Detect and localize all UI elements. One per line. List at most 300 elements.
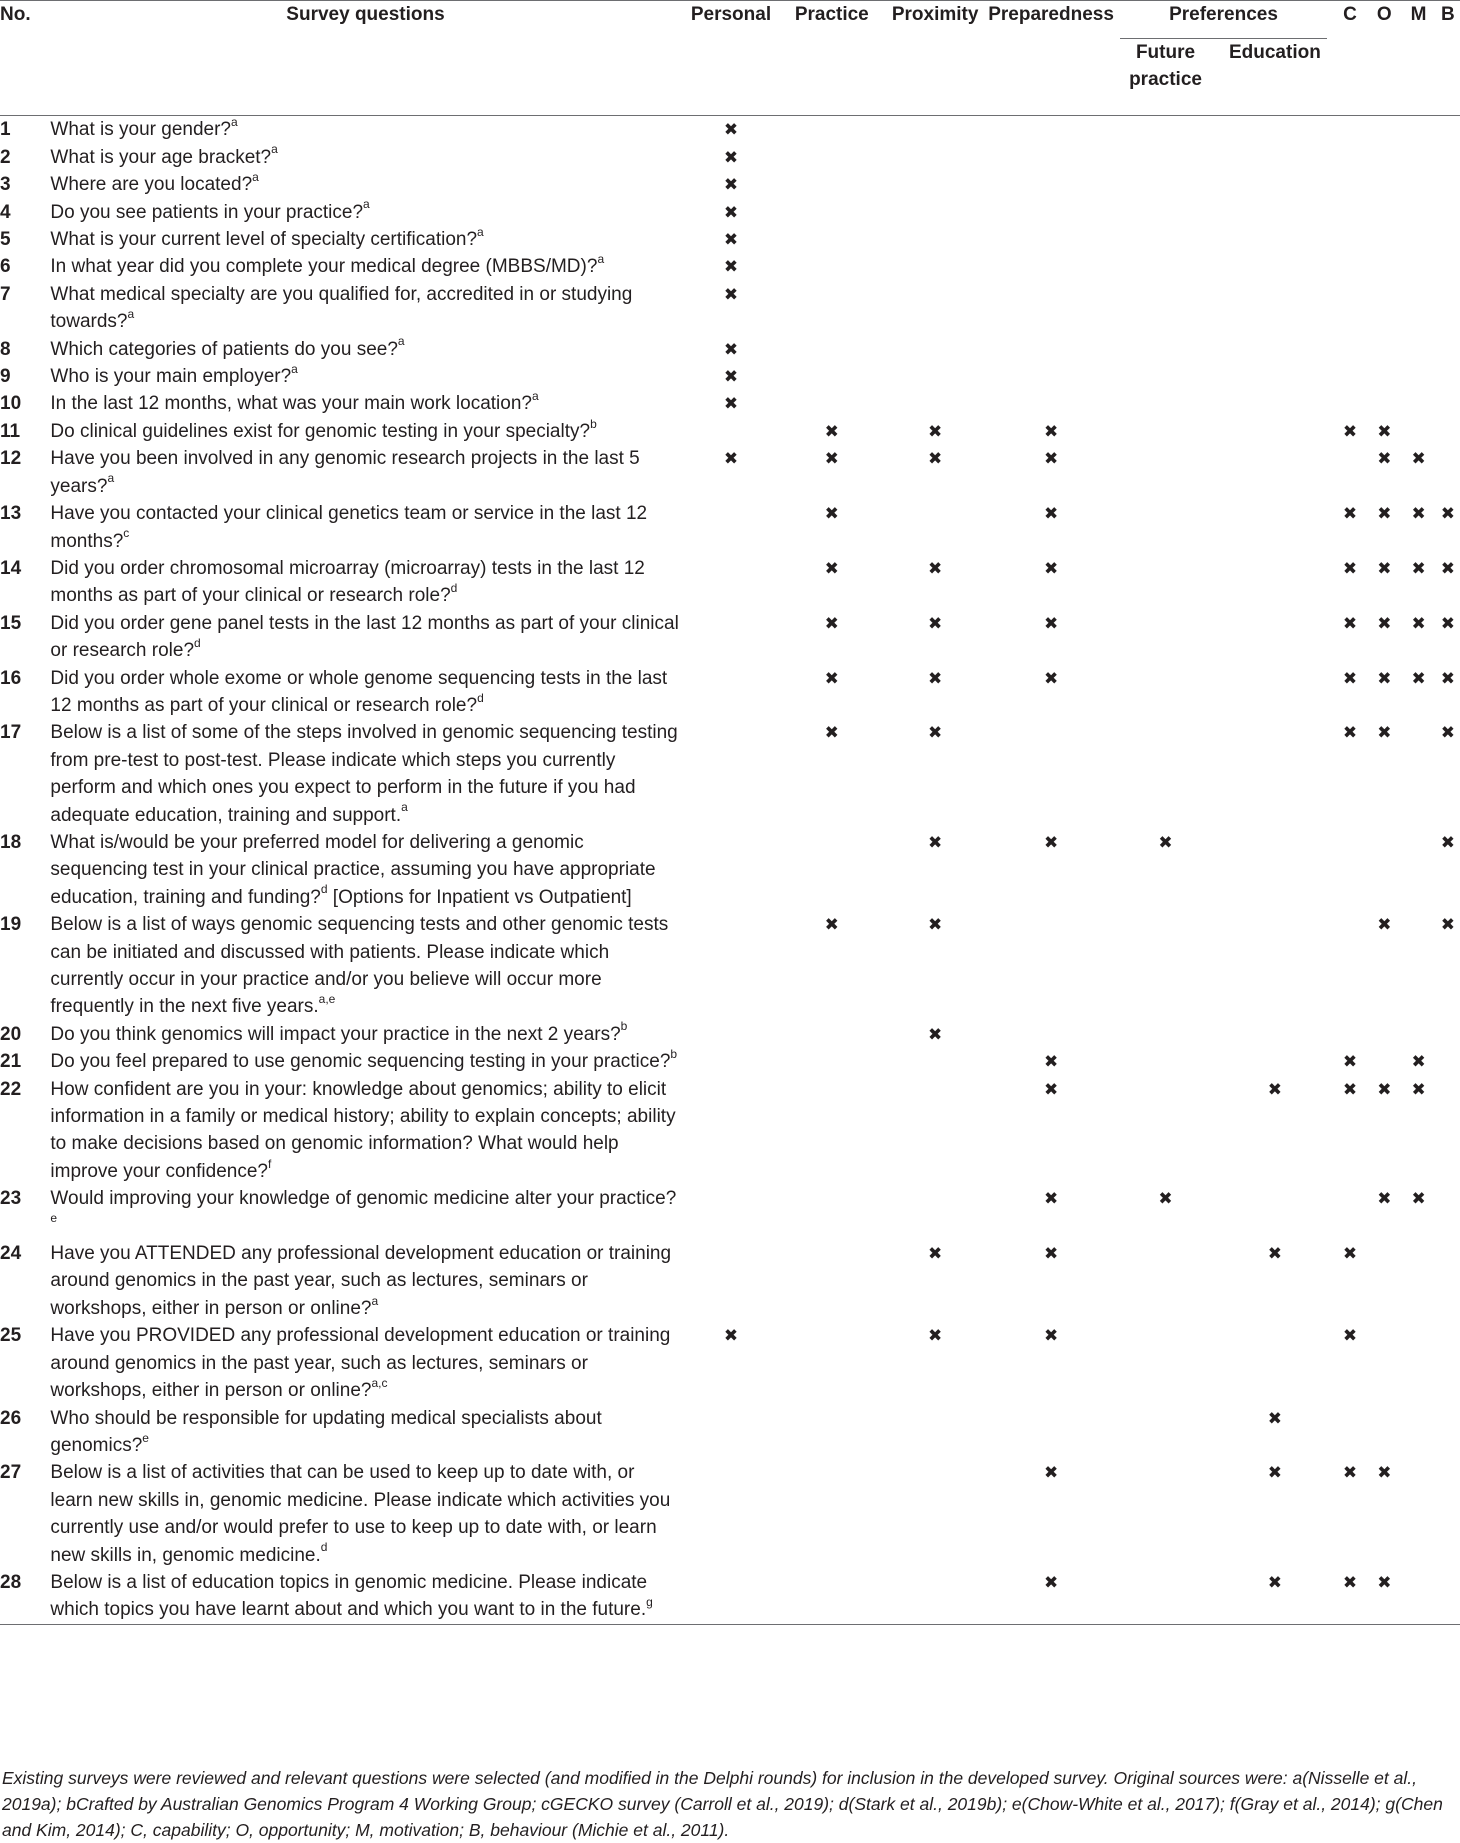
question-cell [50, 555, 680, 610]
table-row [0, 1021, 1460, 1048]
empty-cell [681, 610, 782, 665]
question-text: Which categories of patients do you see? [50, 338, 398, 360]
row-number: 2 [0, 146, 11, 168]
cross-mark-icon: ✖ [1342, 1052, 1358, 1072]
empty-cell [882, 199, 988, 226]
empty-cell [1401, 363, 1435, 390]
source-superscript: a,c [371, 1375, 388, 1390]
cross-mark-icon: ✖ [1342, 1079, 1358, 1099]
question-cell [50, 610, 680, 665]
empty-cell [781, 144, 882, 171]
empty-cell [1114, 1322, 1217, 1404]
empty-cell [1333, 911, 1367, 1021]
empty-cell [1401, 911, 1435, 1021]
empty-cell [1333, 253, 1367, 280]
empty-cell [1114, 171, 1217, 198]
empty-cell [1217, 500, 1333, 555]
source-superscript: a [252, 169, 259, 184]
question-cell [50, 1185, 680, 1240]
empty-cell [1217, 719, 1333, 829]
row-number: 11 [0, 420, 21, 442]
cross-mark-icon: ✖ [723, 1326, 739, 1346]
empty-cell [1401, 144, 1435, 171]
cross-mark-icon: ✖ [723, 284, 739, 304]
empty-cell [1436, 1459, 1460, 1569]
empty-cell [681, 1240, 782, 1322]
empty-cell [882, 336, 988, 363]
empty-cell [1217, 363, 1333, 390]
empty-cell [1217, 829, 1333, 911]
cross-mark-icon: ✖ [1377, 558, 1392, 578]
question-cell [50, 418, 680, 445]
empty-cell [1436, 1048, 1460, 1075]
source-superscript: a [397, 334, 405, 349]
question-text: Have you PROVIDED any professional development education or training around genomics in the past year, such as lectures, seminars or workshops, either in person or online? [50, 1325, 671, 1402]
empty-cell [1114, 1076, 1217, 1186]
empty-cell [1367, 171, 1401, 198]
empty-cell [1333, 363, 1367, 390]
question-text: Who is your main employer? [50, 366, 292, 388]
empty-cell [1436, 1240, 1460, 1322]
empty-cell [988, 336, 1114, 363]
table-row [0, 226, 1460, 253]
empty-cell [1436, 445, 1460, 500]
empty-cell [681, 418, 782, 445]
cross-mark-icon: ✖ [928, 1024, 943, 1044]
empty-cell [681, 719, 782, 829]
empty-cell [1401, 1569, 1435, 1624]
empty-cell [1217, 1048, 1333, 1075]
empty-cell [988, 719, 1114, 829]
source-superscript: a [363, 197, 370, 212]
cross-mark-icon: ✖ [928, 1326, 943, 1346]
cross-mark-icon: ✖ [1043, 1326, 1059, 1346]
cross-mark-icon: ✖ [928, 723, 943, 743]
cross-mark-icon: ✖ [1377, 1079, 1392, 1099]
empty-cell [988, 363, 1114, 390]
empty-cell [1401, 336, 1435, 363]
question-text: What is your current level of specialty certification? [50, 229, 478, 251]
empty-cell [781, 199, 882, 226]
row-number: 26 [0, 1407, 22, 1429]
source-superscript: g [646, 1595, 653, 1610]
empty-cell [781, 1048, 882, 1075]
empty-cell [1436, 171, 1460, 198]
empty-cell [1114, 363, 1217, 390]
question-text: What medical specialty are you qualified for, accredited in or studying towards? [50, 283, 633, 333]
empty-cell [1114, 610, 1217, 665]
question-text: Below is a list of some of the steps involved in genomic sequencing testing from pre-test to post-test. Please indicate which steps you currently perform and which ones you expect to perform in the future if you had adequate education, training and support. [50, 722, 678, 826]
empty-cell [781, 226, 882, 253]
empty-cell [1217, 336, 1333, 363]
empty-cell [1333, 1021, 1367, 1048]
cross-mark-icon: ✖ [1043, 832, 1059, 852]
question-text: In what year did you complete your medical degree (MBBS/MD)? [50, 256, 598, 278]
empty-cell [681, 1021, 782, 1048]
empty-cell [1367, 1405, 1401, 1460]
source-superscript: a [127, 306, 135, 321]
empty-cell [1114, 418, 1217, 445]
source-superscript: a [231, 115, 238, 130]
empty-cell [882, 253, 988, 280]
empty-cell [781, 116, 882, 144]
cross-mark-icon: ✖ [928, 449, 943, 469]
row-number: 8 [0, 338, 11, 360]
question-text: Do clinical guidelines exist for genomic testing in your specialty? [50, 420, 591, 442]
question-cell [50, 144, 680, 171]
cross-mark-icon: ✖ [1043, 613, 1059, 633]
cross-mark-icon: ✖ [1411, 504, 1426, 524]
empty-cell [1367, 116, 1401, 144]
empty-cell [1401, 1240, 1435, 1322]
header-b: B [1436, 1, 1460, 40]
cross-mark-icon: ✖ [1377, 1189, 1392, 1209]
empty-cell [681, 1185, 782, 1240]
cross-mark-icon: ✖ [824, 421, 839, 441]
table-row [0, 116, 1460, 144]
empty-cell [988, 911, 1114, 1021]
empty-cell [1114, 1240, 1217, 1322]
empty-cell [1401, 418, 1435, 445]
empty-cell [1217, 1322, 1333, 1404]
question-cell [50, 445, 680, 500]
empty-cell [1436, 1569, 1460, 1624]
empty-cell [882, 144, 988, 171]
cross-mark-icon: ✖ [1043, 504, 1059, 524]
source-superscript: e [142, 1430, 149, 1445]
cross-mark-icon: ✖ [1043, 668, 1059, 688]
table-row [0, 336, 1460, 363]
row-number: 28 [0, 1571, 22, 1593]
row-number: 16 [0, 667, 22, 689]
empty-cell [1401, 719, 1435, 829]
cross-mark-icon: ✖ [1267, 1079, 1283, 1099]
cross-mark-icon: ✖ [1342, 421, 1358, 441]
question-cell [50, 665, 680, 720]
question-cell [50, 1322, 680, 1404]
source-superscript: d [477, 690, 484, 705]
empty-cell [681, 1076, 782, 1186]
question-cell [50, 911, 680, 1021]
row-number: 27 [0, 1462, 22, 1484]
empty-cell [882, 500, 988, 555]
cross-mark-icon: ✖ [1377, 613, 1392, 633]
question-text: Did you order chromosomal microarray (microarray) tests in the last 12 months as part of your clinical or research role? [50, 557, 645, 607]
table-row [0, 390, 1460, 417]
empty-cell [681, 911, 782, 1021]
table-row [0, 1240, 1460, 1322]
header-personal: Personal [681, 1, 782, 40]
cross-mark-icon: ✖ [1377, 668, 1392, 688]
empty-cell [1367, 1021, 1401, 1048]
empty-cell [681, 829, 782, 911]
cross-mark-icon: ✖ [1440, 668, 1455, 688]
empty-cell [1217, 199, 1333, 226]
empty-cell [1401, 116, 1435, 144]
empty-cell [1217, 911, 1333, 1021]
table-row [0, 418, 1460, 445]
empty-cell [988, 281, 1114, 336]
empty-cell [988, 1405, 1114, 1460]
empty-cell [681, 1405, 782, 1460]
empty-cell [882, 1459, 988, 1569]
source-superscript: a [531, 389, 539, 404]
empty-cell [1114, 144, 1217, 171]
table-row [0, 445, 1460, 500]
cross-mark-icon: ✖ [1043, 558, 1059, 578]
question-text: Do you see patients in your practice? [50, 201, 364, 223]
empty-cell [1333, 281, 1367, 336]
cross-mark-icon: ✖ [1411, 613, 1426, 633]
cross-mark-icon: ✖ [928, 668, 943, 688]
table-row [0, 1569, 1460, 1624]
empty-cell [1217, 171, 1333, 198]
empty-cell [1436, 1021, 1460, 1048]
empty-cell [781, 171, 882, 198]
source-superscript: b [590, 416, 597, 431]
question-text: What is/would be your preferred model for delivering a genomic sequencing test in your clinical practice, assuming you have appropriate education, training and funding? [50, 831, 656, 908]
row-number: 25 [0, 1325, 22, 1347]
cross-mark-icon: ✖ [1267, 1572, 1283, 1592]
empty-cell [1217, 144, 1333, 171]
question-text: How confident are you in your: knowledge about genomics; ability to elicit information in a family or medical history; ability to explain concepts; ability to make decisions based on genomic information? What would help improve your confidence? [50, 1078, 676, 1182]
empty-cell [988, 116, 1114, 144]
source-superscript: a [401, 800, 408, 815]
question-text: In the last 12 months, what was your main work location? [50, 393, 532, 415]
question-cell [50, 116, 680, 144]
cross-mark-icon: ✖ [1043, 421, 1059, 441]
cross-mark-icon: ✖ [1267, 1408, 1283, 1428]
empty-cell [781, 1459, 882, 1569]
cross-mark-icon: ✖ [928, 558, 943, 578]
cross-mark-icon: ✖ [928, 915, 943, 935]
empty-cell [1367, 1240, 1401, 1322]
table-row [0, 610, 1460, 665]
question-text: Where are you located? [50, 174, 253, 196]
empty-cell [1333, 144, 1367, 171]
source-superscript: b [670, 1046, 678, 1061]
empty-cell [1217, 610, 1333, 665]
cross-mark-icon: ✖ [1158, 1189, 1173, 1209]
cross-mark-icon: ✖ [1440, 832, 1455, 852]
empty-cell [1114, 1048, 1217, 1075]
cross-mark-icon: ✖ [1411, 449, 1426, 469]
empty-cell [781, 829, 882, 911]
source-superscript: a,e [318, 992, 336, 1007]
header-proximity: Proximity [882, 1, 988, 40]
table-row [0, 1322, 1460, 1404]
cross-mark-icon: ✖ [1377, 421, 1392, 441]
cross-mark-icon: ✖ [723, 230, 739, 250]
cross-mark-icon: ✖ [723, 147, 739, 167]
empty-cell [1114, 1405, 1217, 1460]
empty-cell [1367, 336, 1401, 363]
empty-cell [1436, 199, 1460, 226]
row-number: 3 [0, 174, 11, 196]
table-row [0, 719, 1460, 829]
cross-mark-icon: ✖ [1342, 558, 1358, 578]
table-row [0, 199, 1460, 226]
empty-cell [1367, 1322, 1401, 1404]
row-number: 17 [0, 722, 22, 744]
empty-cell [882, 363, 988, 390]
empty-cell [1333, 829, 1367, 911]
empty-cell [1367, 1048, 1401, 1075]
question-cell [50, 1021, 680, 1048]
cross-mark-icon: ✖ [1377, 449, 1392, 469]
row-number: 14 [0, 557, 22, 579]
empty-cell [882, 390, 988, 417]
empty-cell [882, 171, 988, 198]
cross-mark-icon: ✖ [1043, 1189, 1059, 1209]
row-number: 21 [0, 1051, 22, 1073]
question-cell [50, 1048, 680, 1075]
empty-cell [681, 1048, 782, 1075]
question-text: Have you been involved in any genomic research projects in the last 5 years? [50, 448, 640, 497]
empty-cell [681, 665, 782, 720]
source-superscript: d [320, 1540, 328, 1555]
question-cell [50, 1240, 680, 1322]
empty-cell [1436, 144, 1460, 171]
subheader-row [0, 39, 1460, 116]
question-text: Have you contacted your clinical genetics team or service in the last 12 months? [50, 503, 648, 552]
cross-mark-icon: ✖ [824, 915, 839, 935]
empty-cell [1217, 1021, 1333, 1048]
empty-cell [781, 1322, 882, 1404]
empty-cell [1114, 116, 1217, 144]
table-row [0, 253, 1460, 280]
empty-cell [1436, 1405, 1460, 1460]
empty-cell [1114, 390, 1217, 417]
row-number: 15 [0, 612, 22, 634]
header-preparedness: Preparedness [988, 1, 1114, 40]
cross-mark-icon: ✖ [1342, 1572, 1358, 1592]
empty-cell [1401, 1322, 1435, 1404]
cross-mark-icon: ✖ [723, 120, 739, 140]
empty-cell [1401, 171, 1435, 198]
empty-cell [781, 336, 882, 363]
empty-cell [1114, 1459, 1217, 1569]
footnote-text: Existing surveys were reviewed and relevant questions were selected (and modified in the Delphi rounds) for inclusion in the developed survey. Original sources were: a(Nisselle et al., 2019a); bCrafted by Australian Genomics Program 4 Working Group; cGECKO survey (Carroll et al., 2019); d(Stark et al., 2019b); e(Chow-White et al., 2017); f(Gray et al., 2014); g(Chen and Kim, 2014); C, capability; O, opportunity; M, motivation; B, behaviour (Michie et al., 2011). [2, 1767, 1443, 1840]
cross-mark-icon: ✖ [1342, 613, 1358, 633]
cross-mark-icon: ✖ [1043, 1463, 1059, 1483]
empty-cell [1333, 226, 1367, 253]
source-superscript: a [371, 1293, 379, 1308]
empty-cell [1367, 226, 1401, 253]
question-text: Would improving your knowledge of genomic medicine alter your practice? [50, 1188, 677, 1210]
cross-mark-icon: ✖ [1158, 832, 1173, 852]
cross-mark-icon: ✖ [824, 723, 839, 743]
question-cell [50, 1076, 680, 1186]
header-preferences-label: Preferences [1120, 1, 1327, 39]
row-number: 5 [0, 229, 11, 251]
cross-mark-icon: ✖ [723, 175, 739, 195]
empty-cell [1333, 336, 1367, 363]
source-superscript: d [450, 580, 458, 595]
empty-cell [1114, 253, 1217, 280]
empty-cell [882, 1048, 988, 1075]
empty-cell [1217, 665, 1333, 720]
question-cell [50, 719, 680, 829]
cross-mark-icon: ✖ [1440, 558, 1455, 578]
empty-cell [1217, 1185, 1333, 1240]
empty-cell [1114, 199, 1217, 226]
empty-cell [1436, 1322, 1460, 1404]
table-footnote [2, 1765, 1452, 1843]
empty-cell [1114, 500, 1217, 555]
row-number: 12 [0, 448, 22, 470]
empty-cell [1217, 555, 1333, 610]
empty-cell [1436, 253, 1460, 280]
question-text: Did you order whole exome or whole genome sequencing tests in the last 12 months as part of your clinical or research role? [50, 667, 668, 716]
table-row [0, 1076, 1460, 1186]
empty-cell [1436, 336, 1460, 363]
empty-cell [988, 171, 1114, 198]
header-o: O [1367, 1, 1401, 40]
row-number: 1 [0, 119, 11, 141]
empty-cell [1114, 336, 1217, 363]
row-number: 7 [0, 283, 11, 305]
empty-cell [1114, 719, 1217, 829]
cross-mark-icon: ✖ [723, 367, 739, 387]
cross-mark-icon: ✖ [1440, 504, 1455, 524]
cross-mark-icon: ✖ [1342, 504, 1358, 524]
row-number: 13 [0, 503, 22, 525]
empty-cell [1367, 281, 1401, 336]
cross-mark-icon: ✖ [1043, 1052, 1059, 1072]
cross-mark-icon: ✖ [824, 613, 839, 633]
empty-cell [1436, 363, 1460, 390]
empty-cell [1114, 281, 1217, 336]
cross-mark-icon: ✖ [1377, 723, 1392, 743]
question-text: Do you feel prepared to use genomic sequencing testing in your practice? [50, 1051, 671, 1073]
empty-cell [1333, 390, 1367, 417]
empty-cell [681, 500, 782, 555]
empty-cell [1114, 665, 1217, 720]
source-superscript: a [477, 224, 484, 239]
question-text: Have you ATTENDED any professional development education or training around genomics in the past year, such as lectures, seminars or workshops, either in person or online? [50, 1243, 672, 1319]
question-text: Who should be responsible for updating medical specialists about genomics? [50, 1407, 602, 1456]
empty-cell [781, 390, 882, 417]
empty-cell [1436, 1076, 1460, 1186]
empty-cell [1333, 171, 1367, 198]
empty-cell [988, 390, 1114, 417]
empty-cell [1436, 116, 1460, 144]
cross-mark-icon: ✖ [824, 449, 839, 469]
empty-cell [988, 226, 1114, 253]
question-text: What is your gender? [50, 119, 231, 141]
empty-cell [1401, 829, 1435, 911]
row-number: 10 [0, 393, 22, 415]
empty-cell [1401, 1405, 1435, 1460]
question-note: [Options for Inpatient vs Outpatient] [327, 886, 632, 908]
header-preferences [1114, 1, 1333, 40]
empty-cell [781, 1405, 882, 1460]
row-number: 19 [0, 914, 22, 936]
empty-cell [988, 199, 1114, 226]
empty-cell [1401, 1459, 1435, 1569]
empty-cell [681, 555, 782, 610]
table-row [0, 1405, 1460, 1460]
cross-mark-icon: ✖ [824, 504, 839, 524]
source-superscript: a [271, 142, 278, 157]
table-row [0, 1459, 1460, 1569]
table-row [0, 1185, 1460, 1240]
cross-mark-icon: ✖ [1411, 558, 1426, 578]
empty-cell [1367, 390, 1401, 417]
cross-mark-icon: ✖ [824, 558, 839, 578]
table-body [0, 116, 1460, 1624]
